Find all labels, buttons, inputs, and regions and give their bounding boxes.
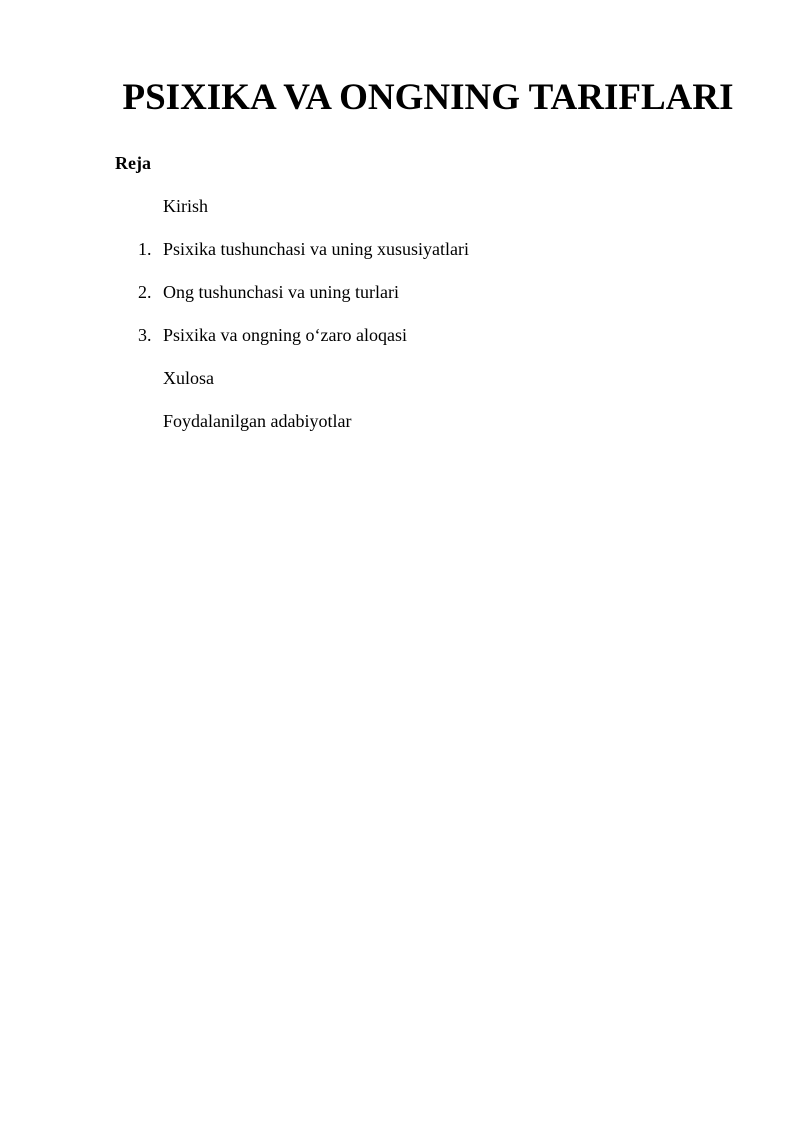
plan-item-3	[0, 324, 800, 367]
plan-item-references	[0, 410, 800, 453]
plan-item-text: Kirish	[163, 196, 208, 216]
plan-heading: Reja	[115, 153, 151, 173]
plan-item-text: Psixika tushunchasi va uning xususiyatlari	[163, 239, 469, 259]
plan-item-number: 3.	[138, 325, 152, 345]
plan-item-number: 1.	[138, 239, 152, 259]
plan-item-conclusion	[0, 367, 800, 410]
plan-item-number: 2.	[138, 282, 152, 302]
plan-list	[0, 195, 800, 453]
document-title: PSIXIKA VA ONGNING TARIFLARI	[122, 77, 734, 118]
plan-item-text: Xulosa	[163, 368, 214, 388]
plan-item-text: Foydalanilgan adabiyotlar	[163, 411, 352, 431]
plan-item-introduction	[0, 195, 800, 238]
plan-item-2	[0, 281, 800, 324]
plan-item-text: Ong tushunchasi va uning turlari	[163, 282, 399, 302]
plan-item-1	[0, 238, 800, 281]
plan-item-text: Psixika va ongning o‘zaro aloqasi	[163, 325, 407, 345]
